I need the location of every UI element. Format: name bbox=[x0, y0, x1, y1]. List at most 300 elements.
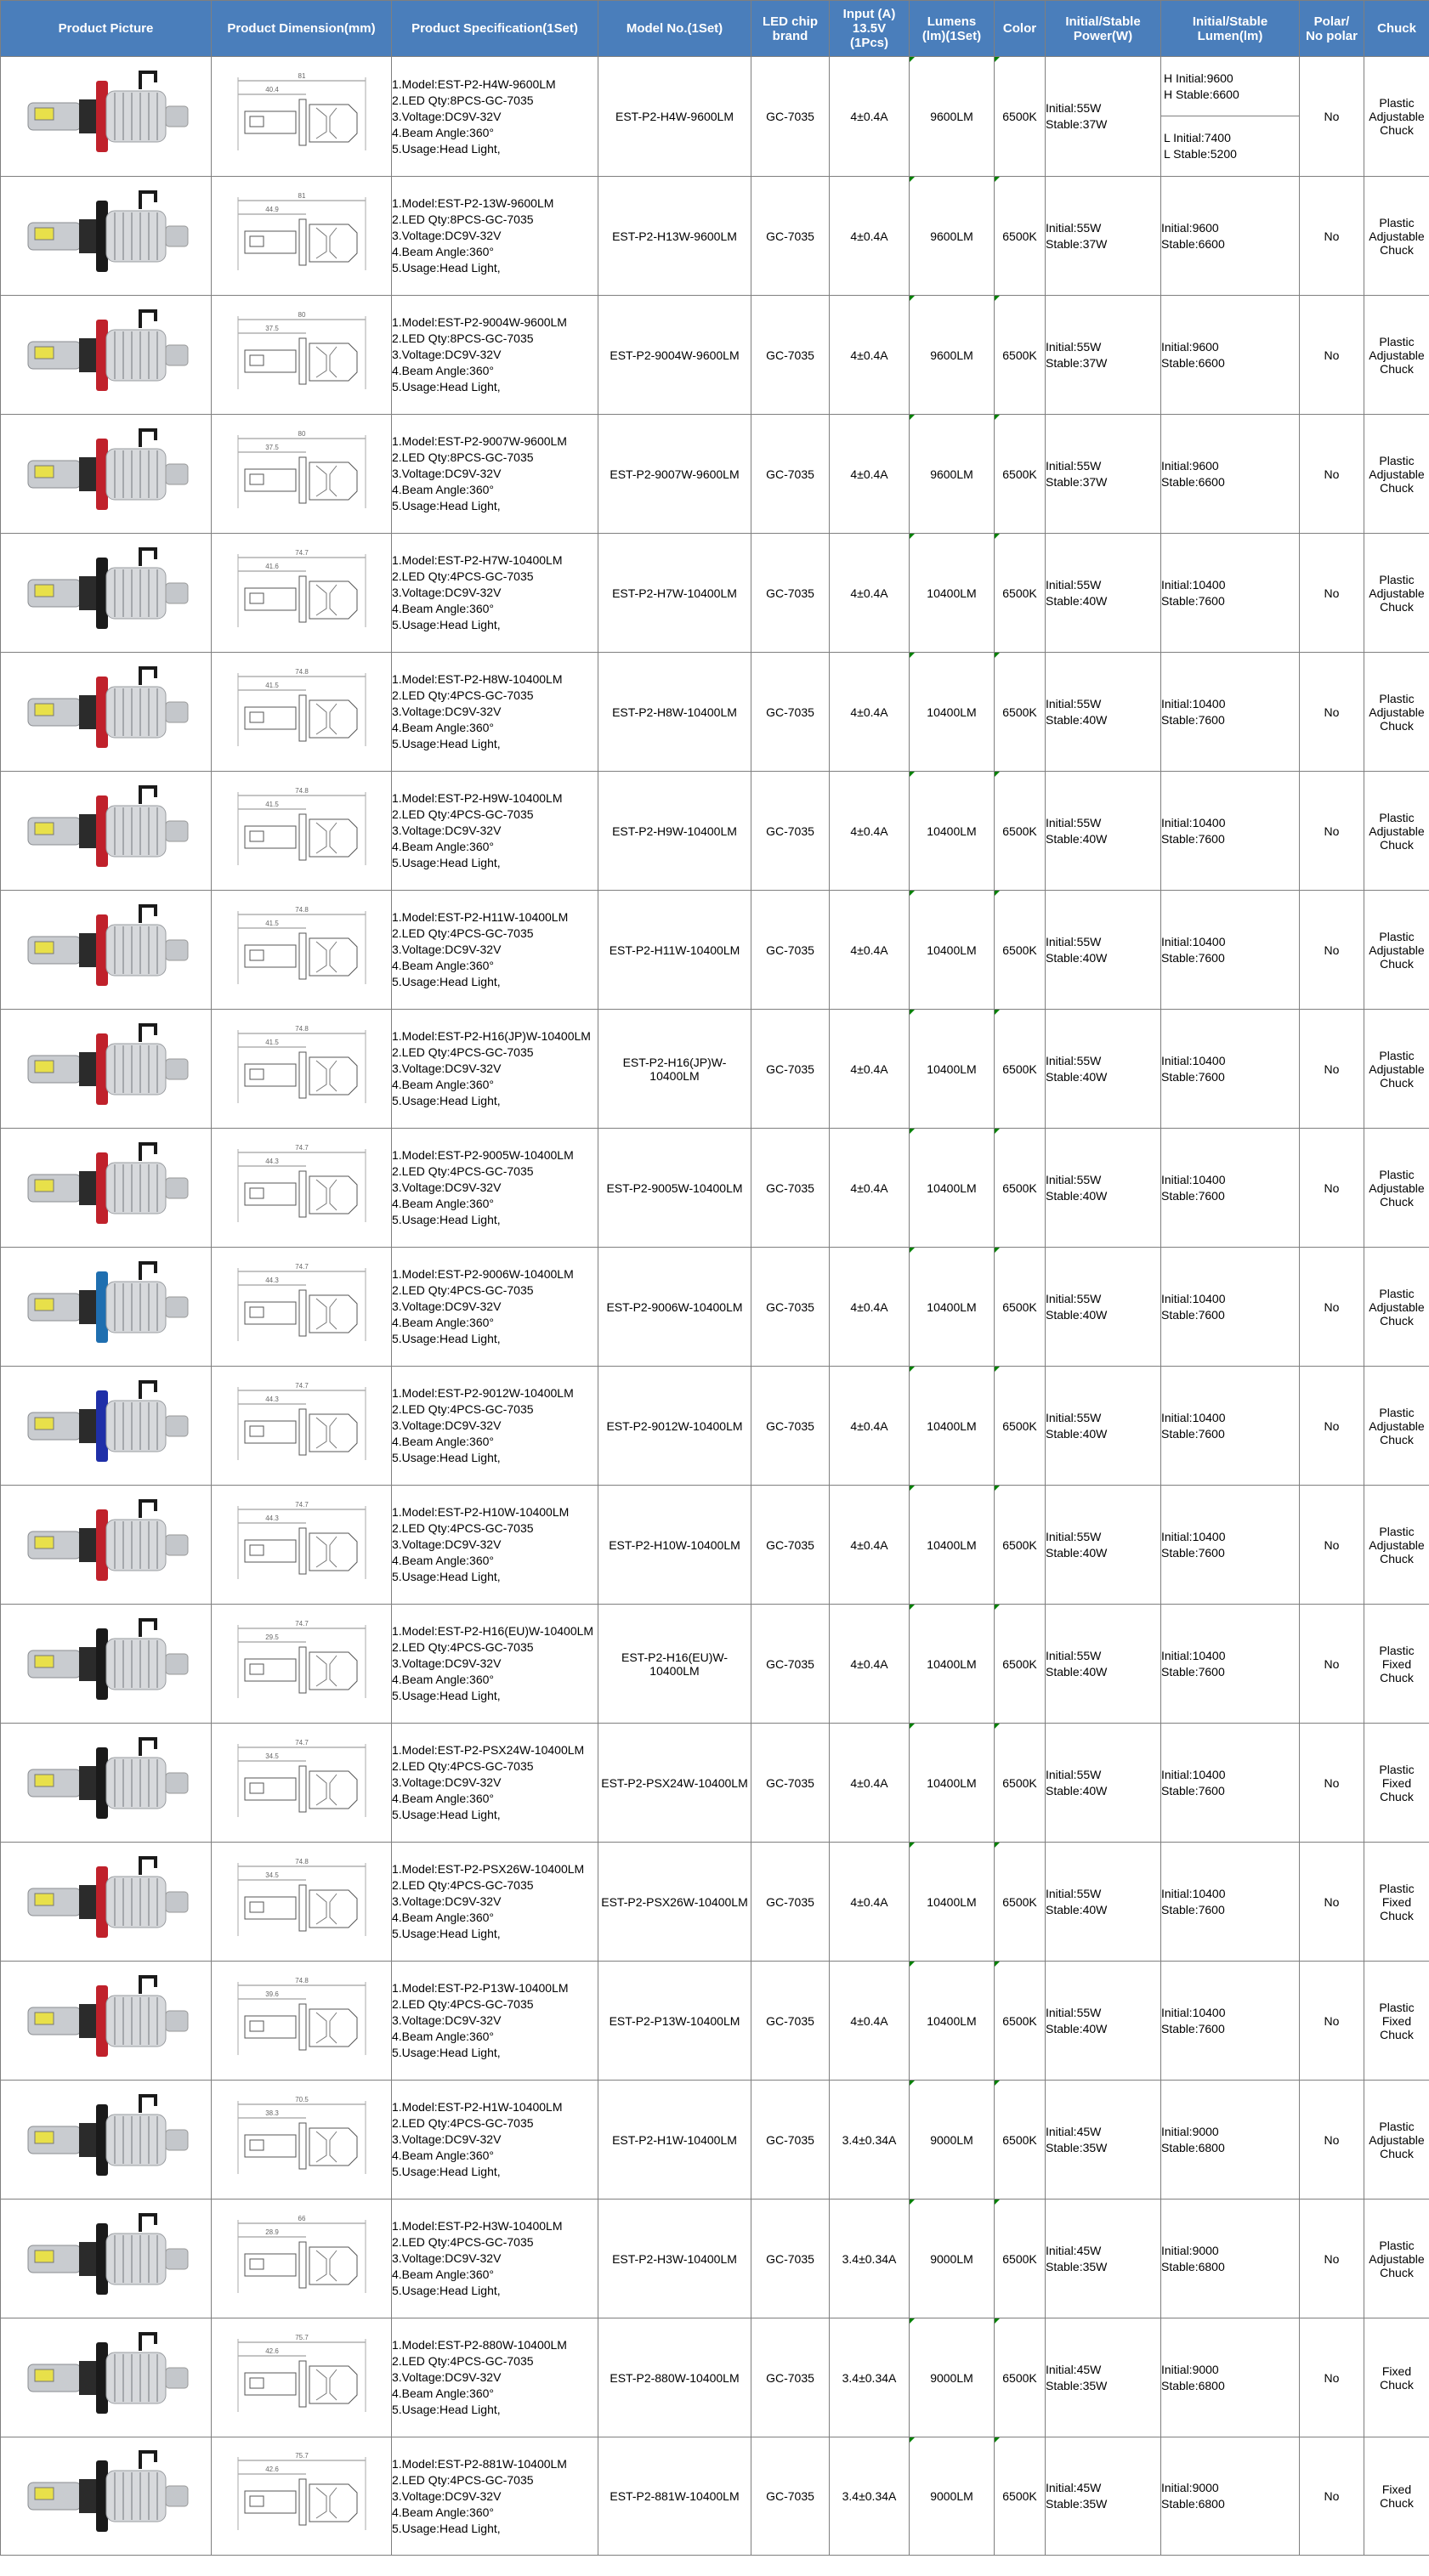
spec-line: 4.Beam Angle:360° bbox=[392, 2505, 495, 2519]
lumen-cell bbox=[1161, 1962, 1300, 2081]
dimension-drawing-icon bbox=[221, 2089, 383, 2191]
chip-cell: GC-7035 bbox=[751, 534, 830, 653]
spec-line: 3.Voltage:DC9V-32V bbox=[392, 1894, 502, 1908]
lumen-line: H Initial:9600 bbox=[1164, 71, 1233, 85]
product-dimension-cell bbox=[212, 296, 392, 415]
spec-line: 4.Beam Angle:360° bbox=[392, 721, 495, 734]
chuck-cell bbox=[1364, 2437, 1429, 2556]
chip-cell: GC-7035 bbox=[751, 653, 830, 772]
chip-cell: GC-7035 bbox=[751, 1486, 830, 1605]
chip-cell: GC-7035 bbox=[751, 177, 830, 296]
dimension-head-label: 41.5 bbox=[264, 800, 279, 808]
lumen-cell bbox=[1161, 534, 1300, 653]
table-body bbox=[1, 57, 1429, 2556]
power-cell bbox=[1046, 1486, 1161, 1605]
power-line: Initial:45W bbox=[1046, 2362, 1102, 2376]
power-line: Stable:35W bbox=[1046, 2497, 1108, 2511]
bulb-image-icon bbox=[13, 2089, 200, 2191]
spec-line: 5.Usage:Head Light, bbox=[392, 856, 501, 869]
header-model[interactable]: Model No.(1Set) bbox=[598, 1, 751, 57]
header-input[interactable] bbox=[830, 1, 910, 57]
dimension-drawing-icon bbox=[221, 2208, 383, 2310]
product-picture bbox=[1, 542, 211, 644]
polar-cell: No bbox=[1300, 177, 1364, 296]
spec-cell bbox=[392, 1129, 598, 1248]
power-cell bbox=[1046, 296, 1161, 415]
bulb-image-icon bbox=[13, 1018, 200, 1120]
lumens-cell: 10400LM bbox=[910, 1367, 995, 1486]
spec-line: 3.Voltage:DC9V-32V bbox=[392, 109, 502, 123]
header-color[interactable]: Color bbox=[995, 1, 1046, 57]
spec-line: 2.LED Qty:4PCS-GC-7035 bbox=[392, 1997, 534, 2011]
spec-line: 5.Usage:Head Light, bbox=[392, 1808, 501, 1821]
lumen-cell bbox=[1161, 1248, 1300, 1367]
spec-line: 3.Voltage:DC9V-32V bbox=[392, 2488, 502, 2503]
lumens-cell: 9000LM bbox=[910, 2437, 995, 2556]
power-line: Stable:35W bbox=[1046, 2140, 1108, 2154]
lumen-line: Stable:7600 bbox=[1161, 593, 1225, 608]
chuck-line: Adjustable bbox=[1369, 1180, 1425, 1195]
chuck-cell bbox=[1364, 2318, 1429, 2437]
lumen-cell bbox=[1161, 2437, 1300, 2556]
dimension-length-label: 75.7 bbox=[294, 2452, 309, 2460]
chuck-line: Chuck bbox=[1380, 361, 1414, 376]
chip-cell: GC-7035 bbox=[751, 2437, 830, 2556]
product-dimension-cell bbox=[212, 1248, 392, 1367]
power-line: Stable:40W bbox=[1046, 1783, 1108, 1798]
dimension-drawing bbox=[212, 1494, 391, 1596]
lumen-line: Stable:7600 bbox=[1161, 1188, 1225, 1203]
lumen-line: Stable:7600 bbox=[1161, 1307, 1225, 1322]
chuck-line: Chuck bbox=[1380, 2496, 1414, 2510]
chuck-line: Adjustable bbox=[1369, 2251, 1425, 2266]
table-row bbox=[1, 1367, 1429, 1486]
model-cell: EST-P2-H3W-10400LM bbox=[598, 2200, 751, 2318]
spec-cell bbox=[392, 1605, 598, 1724]
product-picture bbox=[1, 65, 211, 167]
header-picture[interactable]: Product Picture bbox=[1, 1, 212, 57]
dimension-head-label: 42.6 bbox=[264, 2466, 279, 2473]
chip-cell: GC-7035 bbox=[751, 2200, 830, 2318]
header-lumen[interactable] bbox=[1161, 1, 1300, 57]
spec-line: 3.Voltage:DC9V-32V bbox=[392, 586, 502, 599]
product-dimension-cell bbox=[212, 772, 392, 891]
lumen-cell bbox=[1161, 1605, 1300, 1724]
product-picture-cell bbox=[1, 2437, 212, 2556]
spec-line: 1.Model:EST-P2-9012W-10400LM bbox=[392, 1386, 574, 1400]
chuck-line: Adjustable bbox=[1369, 467, 1425, 481]
chip-cell: GC-7035 bbox=[751, 772, 830, 891]
power-line: Initial:55W bbox=[1046, 101, 1102, 115]
spec-line: 2.LED Qty:4PCS-GC-7035 bbox=[392, 1283, 534, 1297]
product-dimension-cell bbox=[212, 415, 392, 534]
product-picture bbox=[1, 2327, 211, 2429]
lumen-cell bbox=[1161, 57, 1300, 177]
dimension-drawing-icon bbox=[221, 899, 383, 1001]
chuck-line: Fixed bbox=[1381, 2483, 1412, 2496]
power-line: Stable:37W bbox=[1046, 474, 1108, 489]
header-chuck[interactable]: Chuck bbox=[1364, 1, 1429, 57]
chuck-line: Chuck bbox=[1380, 2377, 1414, 2392]
dimension-drawing-icon bbox=[221, 1732, 383, 1834]
dimension-length-label: 66 bbox=[298, 2214, 305, 2222]
dimension-drawing bbox=[212, 899, 391, 1001]
chuck-line: Chuck bbox=[1380, 480, 1414, 495]
chuck-line: Adjustable bbox=[1369, 586, 1425, 600]
lumen-line: Stable:7600 bbox=[1161, 2021, 1225, 2035]
power-line: Initial:55W bbox=[1046, 696, 1102, 711]
polar-cell: No bbox=[1300, 2318, 1364, 2437]
chip-cell: GC-7035 bbox=[751, 296, 830, 415]
spec-line: 5.Usage:Head Light, bbox=[392, 2403, 501, 2416]
product-picture bbox=[1, 1851, 211, 1953]
lumen-line: L Initial:7400 bbox=[1164, 131, 1231, 144]
spec-line: 2.LED Qty:8PCS-GC-7035 bbox=[392, 331, 534, 345]
chuck-cell bbox=[1364, 1367, 1429, 1486]
spec-line: 1.Model:EST-P2-PSX26W-10400LM bbox=[392, 1862, 585, 1876]
spec-line: 2.LED Qty:4PCS-GC-7035 bbox=[392, 1402, 534, 1416]
power-line: Initial:55W bbox=[1046, 220, 1102, 235]
lumen-low-beam bbox=[1161, 116, 1299, 176]
polar-cell: No bbox=[1300, 772, 1364, 891]
header-lumens-line: (lm)(1Set) bbox=[921, 28, 982, 43]
product-picture bbox=[1, 304, 211, 406]
header-lumen-line: Lumen(lm) bbox=[1197, 28, 1263, 43]
power-line: Stable:40W bbox=[1046, 1545, 1108, 1560]
spec-cell bbox=[392, 1962, 598, 2081]
spec-line: 1.Model:EST-P2-H4W-9600LM bbox=[392, 76, 556, 91]
dimension-head-label: 44.3 bbox=[264, 1276, 279, 1284]
spec-line: 2.LED Qty:4PCS-GC-7035 bbox=[392, 1045, 534, 1059]
spec-line: 1.Model:EST-P2-H3W-10400LM bbox=[392, 2219, 563, 2233]
power-line: Initial:55W bbox=[1046, 1410, 1102, 1424]
dimension-drawing bbox=[212, 1613, 391, 1715]
spec-line: 5.Usage:Head Light, bbox=[392, 261, 501, 275]
lumen-line: Initial:9000 bbox=[1161, 2124, 1219, 2138]
spec-line: 4.Beam Angle:360° bbox=[392, 2030, 495, 2043]
lumens-cell: 9600LM bbox=[910, 177, 995, 296]
spec-cell bbox=[392, 1248, 598, 1367]
chip-cell: GC-7035 bbox=[751, 415, 830, 534]
chuck-line: Chuck bbox=[1380, 2265, 1414, 2279]
chuck-line: Chuck bbox=[1380, 837, 1414, 852]
lumen-line: Stable:6600 bbox=[1161, 236, 1225, 251]
power-cell bbox=[1046, 177, 1161, 296]
chuck-cell bbox=[1364, 1843, 1429, 1962]
dimension-length-label: 74.7 bbox=[294, 1143, 309, 1152]
spec-line: 5.Usage:Head Light, bbox=[392, 2046, 501, 2059]
lumen-line: Initial:10400 bbox=[1161, 815, 1226, 829]
spec-cell bbox=[392, 1843, 598, 1962]
dimension-drawing bbox=[212, 1851, 391, 1953]
lumen-cell bbox=[1161, 653, 1300, 772]
dimension-head-label: 38.3 bbox=[264, 2109, 279, 2117]
spec-line: 3.Voltage:DC9V-32V bbox=[392, 824, 502, 837]
lumen-line: Initial:9600 bbox=[1161, 339, 1219, 354]
input-cell: 4±0.4A bbox=[830, 1248, 910, 1367]
power-line: Stable:40W bbox=[1046, 712, 1108, 727]
header-spec[interactable]: Product Specification(1Set) bbox=[392, 1, 598, 57]
power-line: Stable:40W bbox=[1046, 1188, 1108, 1203]
spec-line: 3.Voltage:DC9V-32V bbox=[392, 1537, 502, 1551]
chuck-line: Plastic bbox=[1379, 453, 1415, 467]
lumens-cell: 10400LM bbox=[910, 1486, 995, 1605]
bulb-image-icon bbox=[13, 1375, 200, 1477]
power-line: Stable:40W bbox=[1046, 1069, 1108, 1084]
dimension-drawing-icon bbox=[221, 304, 383, 406]
dimension-drawing-icon bbox=[221, 1970, 383, 2072]
power-cell bbox=[1046, 1962, 1161, 2081]
color-cell: 6500K bbox=[995, 296, 1046, 415]
header-dimension[interactable]: Product Dimension(mm) bbox=[212, 1, 392, 57]
dimension-length-label: 80 bbox=[298, 310, 305, 319]
bulb-image-icon bbox=[13, 304, 200, 406]
lumens-cell: 9000LM bbox=[910, 2200, 995, 2318]
spec-cell bbox=[392, 415, 598, 534]
product-picture-cell bbox=[1, 653, 212, 772]
bulb-image-icon bbox=[13, 2208, 200, 2310]
polar-cell: No bbox=[1300, 1367, 1364, 1486]
polar-cell: No bbox=[1300, 1605, 1364, 1724]
product-picture bbox=[1, 1137, 211, 1239]
lumen-line: Stable:7600 bbox=[1161, 950, 1225, 965]
model-cell: EST-P2-9004W-9600LM bbox=[598, 296, 751, 415]
spec-line: 2.LED Qty:4PCS-GC-7035 bbox=[392, 1759, 534, 1773]
spec-line: 4.Beam Angle:360° bbox=[392, 602, 495, 615]
chuck-cell bbox=[1364, 1724, 1429, 1843]
polar-cell: No bbox=[1300, 296, 1364, 415]
lumens-cell: 10400LM bbox=[910, 1129, 995, 1248]
dimension-head-label: 41.6 bbox=[264, 562, 279, 570]
dimension-drawing bbox=[212, 2089, 391, 2191]
product-picture-cell bbox=[1, 1248, 212, 1367]
table-row bbox=[1, 1962, 1429, 2081]
table-row bbox=[1, 1010, 1429, 1129]
header-chip[interactable] bbox=[751, 1, 830, 57]
lumens-cell: 10400LM bbox=[910, 772, 995, 891]
dimension-head-label: 44.3 bbox=[264, 1157, 279, 1165]
input-cell: 3.4±0.34A bbox=[830, 2318, 910, 2437]
power-cell bbox=[1046, 772, 1161, 891]
input-cell: 3.4±0.34A bbox=[830, 2200, 910, 2318]
lumens-cell: 10400LM bbox=[910, 1605, 995, 1724]
chuck-line: Plastic bbox=[1379, 1643, 1415, 1657]
chuck-cell bbox=[1364, 534, 1429, 653]
model-cell: EST-P2-881W-10400LM bbox=[598, 2437, 751, 2556]
model-cell: EST-P2-H13W-9600LM bbox=[598, 177, 751, 296]
dimension-drawing-icon bbox=[221, 185, 383, 287]
table-row bbox=[1, 1605, 1429, 1724]
power-line: Initial:55W bbox=[1046, 1053, 1102, 1067]
dimension-length-label: 74.7 bbox=[294, 1619, 309, 1628]
lumen-line: Initial:9000 bbox=[1161, 2481, 1219, 2494]
model-cell: EST-P2-PSX24W-10400LM bbox=[598, 1724, 751, 1843]
input-cell: 4±0.4A bbox=[830, 1724, 910, 1843]
input-cell: 3.4±0.34A bbox=[830, 2437, 910, 2556]
lumens-cell: 10400LM bbox=[910, 1724, 995, 1843]
lumen-line: Stable:7600 bbox=[1161, 1664, 1225, 1679]
dimension-head-label: 41.5 bbox=[264, 681, 279, 689]
power-cell bbox=[1046, 2081, 1161, 2200]
chip-cell: GC-7035 bbox=[751, 1843, 830, 1962]
dimension-drawing bbox=[212, 304, 391, 406]
chuck-line: Plastic bbox=[1379, 2238, 1415, 2252]
spec-line: 2.LED Qty:4PCS-GC-7035 bbox=[392, 1878, 534, 1892]
table-row bbox=[1, 1129, 1429, 1248]
spec-line: 5.Usage:Head Light, bbox=[392, 1927, 501, 1940]
polar-cell: No bbox=[1300, 653, 1364, 772]
chuck-line: Plastic bbox=[1379, 2119, 1415, 2133]
spec-line: 5.Usage:Head Light, bbox=[392, 499, 501, 512]
lumens-cell: 10400LM bbox=[910, 653, 995, 772]
spec-cell bbox=[392, 2437, 598, 2556]
product-dimension-cell bbox=[212, 1486, 392, 1605]
header-power[interactable] bbox=[1046, 1, 1161, 57]
product-dimension-cell bbox=[212, 653, 392, 772]
lumens-cell: 9600LM bbox=[910, 296, 995, 415]
input-cell: 4±0.4A bbox=[830, 1486, 910, 1605]
spec-line: 5.Usage:Head Light, bbox=[392, 2521, 501, 2535]
power-line: Stable:40W bbox=[1046, 1902, 1108, 1916]
chuck-line: Fixed bbox=[1381, 1894, 1412, 1909]
spec-line: 3.Voltage:DC9V-32V bbox=[392, 1062, 502, 1075]
dimension-length-label: 74.8 bbox=[294, 1857, 309, 1865]
model-cell: EST-P2-P13W-10400LM bbox=[598, 1962, 751, 2081]
bulb-image-icon bbox=[13, 542, 200, 644]
chuck-line: Adjustable bbox=[1369, 943, 1425, 957]
chuck-line: Plastic bbox=[1379, 1881, 1415, 1895]
bulb-image-icon bbox=[13, 661, 200, 763]
dimension-drawing-icon bbox=[221, 1256, 383, 1358]
spec-cell bbox=[392, 891, 598, 1010]
color-cell: 6500K bbox=[995, 534, 1046, 653]
product-dimension-cell bbox=[212, 891, 392, 1010]
lumen-high-lines bbox=[1164, 71, 1239, 103]
color-cell: 6500K bbox=[995, 1129, 1046, 1248]
header-chip-line: LED chip bbox=[762, 14, 818, 29]
input-cell: 4±0.4A bbox=[830, 177, 910, 296]
power-line: Initial:55W bbox=[1046, 1648, 1102, 1662]
table-row bbox=[1, 2200, 1429, 2318]
power-line: Stable:40W bbox=[1046, 2021, 1108, 2035]
chuck-line: Chuck bbox=[1380, 2146, 1414, 2160]
color-cell: 6500K bbox=[995, 1010, 1046, 1129]
lumens-cell: 10400LM bbox=[910, 1010, 995, 1129]
bulb-image-icon bbox=[13, 1970, 200, 2072]
table-row bbox=[1, 653, 1429, 772]
color-cell: 6500K bbox=[995, 2081, 1046, 2200]
lumen-line: Initial:10400 bbox=[1161, 1886, 1226, 1900]
color-cell: 6500K bbox=[995, 2318, 1046, 2437]
spec-cell bbox=[392, 1486, 598, 1605]
product-picture-cell bbox=[1, 1724, 212, 1843]
chip-cell: GC-7035 bbox=[751, 1010, 830, 1129]
dimension-drawing bbox=[212, 780, 391, 882]
dimension-head-label: 34.5 bbox=[264, 1752, 279, 1760]
spec-line: 4.Beam Angle:360° bbox=[392, 1316, 495, 1329]
product-picture bbox=[1, 1018, 211, 1120]
product-dimension-cell bbox=[212, 2200, 392, 2318]
dimension-drawing bbox=[212, 185, 391, 287]
product-picture-cell bbox=[1, 57, 212, 177]
lumen-line: Initial:10400 bbox=[1161, 696, 1226, 711]
dimension-drawing bbox=[212, 1732, 391, 1834]
product-dimension-cell bbox=[212, 534, 392, 653]
chuck-line: Plastic bbox=[1379, 1405, 1415, 1419]
spec-line: 5.Usage:Head Light, bbox=[392, 1332, 501, 1345]
dimension-drawing-icon bbox=[221, 1018, 383, 1120]
spec-line: 4.Beam Angle:360° bbox=[392, 364, 495, 377]
color-cell: 6500K bbox=[995, 177, 1046, 296]
dimension-head-label: 29.5 bbox=[264, 1633, 279, 1641]
chuck-line: Chuck bbox=[1380, 956, 1414, 971]
color-cell: 6500K bbox=[995, 2200, 1046, 2318]
lumens-cell: 10400LM bbox=[910, 1962, 995, 2081]
spec-line: 3.Voltage:DC9V-32V bbox=[392, 229, 502, 242]
chuck-line: Plastic bbox=[1379, 1167, 1415, 1181]
color-cell: 6500K bbox=[995, 1724, 1046, 1843]
dimension-head-label: 37.5 bbox=[264, 443, 279, 451]
lumen-line: Initial:10400 bbox=[1161, 577, 1226, 592]
dimension-length-label: 74.8 bbox=[294, 786, 309, 795]
power-line: Initial:45W bbox=[1046, 2124, 1102, 2138]
power-line: Initial:55W bbox=[1046, 2005, 1102, 2019]
chuck-line: Plastic bbox=[1379, 691, 1415, 705]
header-lumens[interactable] bbox=[910, 1, 995, 57]
power-line: Initial:55W bbox=[1046, 1767, 1102, 1781]
input-cell: 4±0.4A bbox=[830, 534, 910, 653]
spec-line: 2.LED Qty:8PCS-GC-7035 bbox=[392, 212, 534, 226]
product-picture bbox=[1, 899, 211, 1001]
spec-cell bbox=[392, 177, 598, 296]
bulb-image-icon bbox=[13, 185, 200, 287]
header-polar[interactable] bbox=[1300, 1, 1364, 57]
product-picture-cell bbox=[1, 296, 212, 415]
chip-cell: GC-7035 bbox=[751, 57, 830, 177]
table-row bbox=[1, 1486, 1429, 1605]
power-line: Stable:37W bbox=[1046, 117, 1108, 131]
spec-cell bbox=[392, 1367, 598, 1486]
input-cell: 4±0.4A bbox=[830, 296, 910, 415]
lumen-line: Initial:9600 bbox=[1161, 220, 1219, 235]
spec-cell bbox=[392, 2318, 598, 2437]
chip-cell: GC-7035 bbox=[751, 2318, 830, 2437]
model-cell: EST-P2-H16(JP)W-10400LM bbox=[598, 1010, 751, 1129]
spec-line: 1.Model:EST-P2-H16(EU)W-10400LM bbox=[392, 1624, 594, 1638]
lumens-cell: 9000LM bbox=[910, 2081, 995, 2200]
dimension-head-label: 40.4 bbox=[264, 86, 279, 93]
chuck-cell bbox=[1364, 1129, 1429, 1248]
chip-cell: GC-7035 bbox=[751, 1367, 830, 1486]
dimension-head-label: 42.6 bbox=[264, 2347, 279, 2355]
dimension-drawing-icon bbox=[221, 661, 383, 763]
lumen-cell bbox=[1161, 415, 1300, 534]
dimension-head-label: 37.5 bbox=[264, 324, 279, 332]
spec-line: 2.LED Qty:8PCS-GC-7035 bbox=[392, 93, 534, 107]
dimension-length-label: 74.7 bbox=[294, 1381, 309, 1390]
dimension-drawing-icon bbox=[221, 780, 383, 882]
spec-cell bbox=[392, 296, 598, 415]
product-picture bbox=[1, 2445, 211, 2547]
chuck-line: Adjustable bbox=[1369, 110, 1425, 123]
chuck-line: Chuck bbox=[1380, 2027, 1414, 2041]
spec-line: 4.Beam Angle:360° bbox=[392, 2386, 495, 2400]
power-line: Stable:40W bbox=[1046, 1426, 1108, 1441]
product-dimension-cell bbox=[212, 1962, 392, 2081]
chip-cell: GC-7035 bbox=[751, 891, 830, 1010]
model-cell: EST-P2-H7W-10400LM bbox=[598, 534, 751, 653]
chuck-line: Chuck bbox=[1380, 1789, 1414, 1803]
